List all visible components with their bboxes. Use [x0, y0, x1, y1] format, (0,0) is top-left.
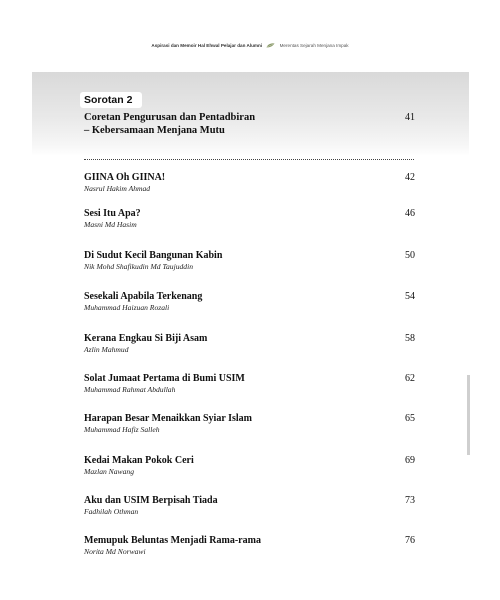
entry-title: Aku dan USIM Berpisah Tiada — [84, 495, 218, 506]
entry-author: Nasrul Hakim Ahmad — [84, 184, 151, 193]
entry-author: Fadhilah Othman — [84, 507, 139, 516]
entry-author: Muhammad Haizuan Rozali — [84, 303, 170, 312]
entry-page-number: 50 — [405, 250, 415, 261]
entry-title: Solat Jumaat Pertama di Bumi USIM — [84, 373, 245, 384]
entry-title: GIINA Oh GIINA! — [84, 172, 166, 183]
entry-page-number: 73 — [405, 495, 415, 506]
toc-entry[interactable] — [84, 291, 419, 313]
entry-author: Muhammad Rahmat Abdullah — [84, 385, 176, 394]
entry-page-number: 65 — [405, 413, 415, 424]
toc-entry[interactable] — [84, 208, 419, 230]
entry-title: Kerana Engkau Si Biji Asam — [84, 333, 208, 344]
entry-page-number: 62 — [405, 373, 415, 384]
entry-author: Norita Md Norwawi — [84, 547, 146, 556]
entry-author: Masni Md Hasim — [84, 220, 137, 229]
entry-title: Kedai Makan Pokok Ceri — [84, 455, 194, 466]
section-tag: Sorotan 2 — [80, 92, 142, 108]
toc-entry[interactable] — [84, 172, 419, 194]
section-title-line1: Coretan Pengurusan dan Pentadbiran — [84, 112, 256, 123]
dotted-divider — [84, 159, 414, 160]
entry-title: Harapan Besar Menaikkan Syiar Islam — [84, 413, 252, 424]
toc-entry[interactable] — [84, 455, 419, 477]
entry-page-number: 42 — [405, 172, 415, 183]
entry-title: Di Sudut Kecil Bangunan Kabin — [84, 250, 223, 261]
entry-page-number: 46 — [405, 208, 415, 219]
toc-entry[interactable] — [84, 413, 419, 435]
page-edge-mark — [467, 375, 470, 455]
entry-title: Sesekali Apabila Terkenang — [84, 291, 203, 302]
toc-entry[interactable] — [84, 333, 419, 355]
section-title — [84, 112, 374, 137]
entry-author: Mazlan Nawang — [84, 467, 134, 476]
entry-page-number: 54 — [405, 291, 415, 302]
entry-page-number: 58 — [405, 333, 415, 344]
header-subtitle: Merentas Sejarah Menjana Impak — [279, 43, 349, 48]
section-page-number: 41 — [405, 112, 415, 123]
toc-entry[interactable] — [84, 250, 419, 272]
section-title-line2: – Kebersamaan Menjana Mutu — [84, 124, 225, 136]
entry-author: Azlin Mahmud — [84, 345, 129, 354]
entry-author: Nik Mohd Shafikudin Md Taujuddin — [84, 262, 193, 271]
entry-page-number: 69 — [405, 455, 415, 466]
entry-author: Muhammad Hafiz Salleh — [84, 425, 160, 434]
running-header — [0, 43, 500, 48]
leaf-icon — [266, 43, 275, 48]
toc-entry[interactable] — [84, 535, 419, 557]
entry-title: Memupuk Beluntas Menjadi Rama-rama — [84, 535, 261, 546]
entry-title: Sesi Itu Apa? — [84, 208, 141, 219]
header-title: Aspirasi dan Memoir Hal Ehwal Pelajar dan Alumni — [151, 43, 263, 48]
toc-entry[interactable] — [84, 495, 419, 517]
entry-page-number: 76 — [405, 535, 415, 546]
toc-entry[interactable] — [84, 373, 419, 395]
